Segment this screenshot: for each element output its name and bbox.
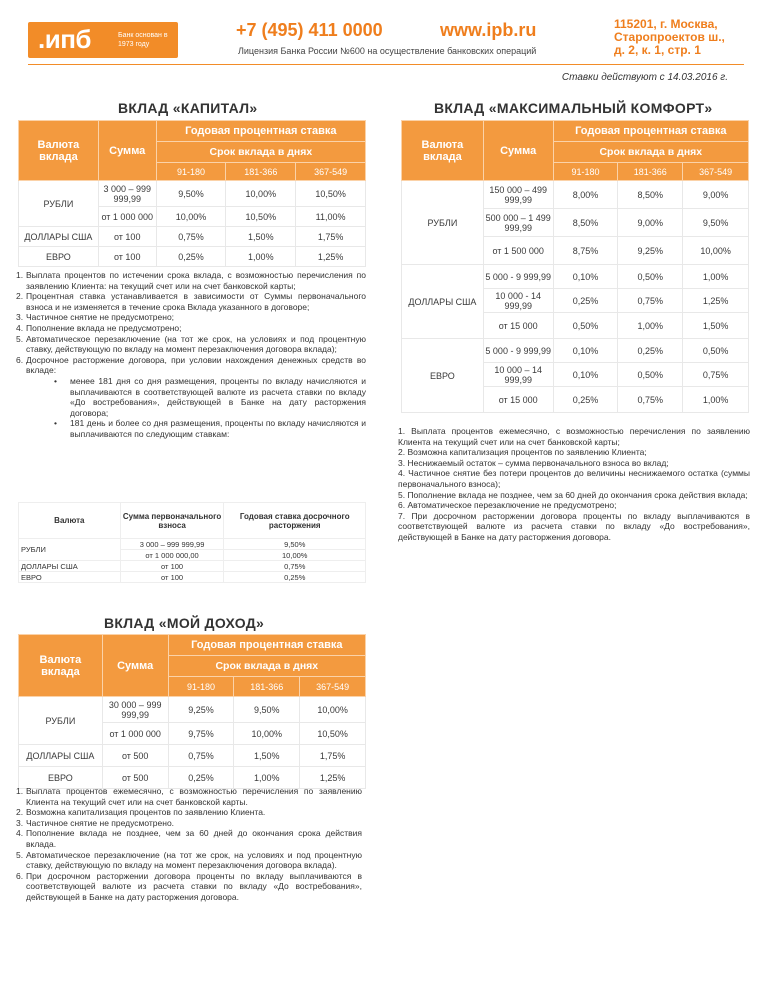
note-item: 5. Пополнение вклада не позднее, чем за 60 дней до окончания срока действия вклада; — [398, 489, 748, 500]
note-item: 6. Досрочное расторжение договора, при условии нахождения денежных средств во вкладе: — [16, 354, 366, 376]
rate-cell: 1,25% — [296, 247, 366, 267]
rate-cell: 11,00% — [296, 207, 366, 227]
rate-cell: 10,00% — [234, 723, 300, 745]
rate-cell: 10,00% — [224, 550, 366, 561]
income-rates-table — [18, 634, 366, 789]
sum-cell: от 1 500 000 — [483, 237, 553, 265]
note-item: 1. Выплата процентов ежемесячно, с возможностью перечисления по заявлению Клиента на текущий счет или на счет банковской карты; — [398, 426, 750, 447]
term-header: 367-549 — [296, 163, 366, 181]
rate-cell: 9,00% — [618, 209, 683, 237]
term-header: 181-366 — [234, 677, 300, 697]
header-currency: Валюта — [19, 503, 121, 539]
rate-cell: 9,50% — [234, 697, 300, 723]
rate-cell: 1,50% — [683, 313, 749, 339]
rate-cell: 9,75% — [168, 723, 234, 745]
header-rate: Годовая процентная ставка — [156, 121, 365, 142]
sum-cell: от 500 — [102, 767, 168, 789]
header-rate: Годовая ставка досрочного расторжения — [224, 503, 366, 539]
note-item: 4. Пополнение вклада не предусмотрено; — [16, 322, 182, 333]
currency-cell: РУБЛИ — [19, 539, 121, 561]
rate-cell: 0,75% — [618, 387, 683, 413]
phone-number[interactable]: +7 (495) 411 0000 — [236, 20, 383, 40]
comfort-rates-table — [401, 120, 749, 413]
term-header: 91-180 — [168, 677, 234, 697]
note-bullet: • менее 181 дня со дня размещения, проценты по вкладу начисляются и выплачиваются в соответствующей валюте из расчета ставки по вкладу «До востребования», действующей в Банке на дату расторжения договора; — [54, 375, 366, 418]
sum-cell: 500 000 – 1 499 999,99 — [483, 209, 553, 237]
rate-cell: 0,75% — [683, 363, 749, 387]
note-item: 4. Частичное снятие без потери процентов до величины неснижаемого остатка (суммы первоначального взноса); — [398, 468, 750, 489]
header-term: Срок вклада в днях — [553, 142, 748, 163]
currency-cell: ДОЛЛАРЫ США — [19, 561, 121, 572]
sum-cell: 10 000 - 14 999,99 — [483, 289, 553, 313]
rate-cell: 0,50% — [618, 363, 683, 387]
currency-cell: ДОЛЛАРЫ США — [19, 227, 99, 247]
rates-effective-date: Ставки действуют с 14.03.2016 г. — [561, 72, 728, 83]
logo-subtitle: Банк основан в 1973 году — [118, 32, 168, 48]
rate-cell: 8,50% — [553, 209, 618, 237]
currency-cell: ЕВРО — [19, 767, 103, 789]
term-header: 91-180 — [156, 163, 226, 181]
note-item: 6. При досрочном расторжении договора проценты по вкладу выплачиваются в соответствующей валюте из расчета ставки по вкладу «До востребования», действующей в Банке на дату расторжения договора. — [16, 870, 362, 902]
header-sum: Сумма первоначального взноса — [120, 503, 224, 539]
sum-cell: 3 000 – 999 999,99 — [120, 539, 224, 550]
header-rate: Годовая процентная ставка — [553, 121, 748, 142]
rate-cell: 10,00% — [683, 237, 749, 265]
rate-cell: 10,00% — [156, 207, 226, 227]
term-header: 91-180 — [553, 163, 618, 181]
note-bullet: • 181 день и более со дня размещения, проценты по вкладу начисляются и выплачиваются по следующим ставкам: — [54, 418, 366, 439]
term-header: 181-366 — [226, 163, 296, 181]
rate-cell: 0,75% — [168, 745, 234, 767]
rate-cell: 0,25% — [156, 247, 226, 267]
income-title: ВКЛАД «МОЙ ДОХОД» — [104, 615, 265, 631]
sum-cell: 10 000 – 14 999,99 — [483, 363, 553, 387]
note-item: 3. Неснижаемый остаток – сумма первоначального взноса во вклад; — [398, 457, 669, 468]
rate-cell: 1,25% — [683, 289, 749, 313]
header-rate: Годовая процентная ставка — [168, 635, 365, 656]
currency-cell: РУБЛИ — [402, 181, 484, 265]
rate-cell: 1,75% — [300, 745, 366, 767]
header-divider — [28, 64, 744, 65]
note-item: 3. Частичное снятие не предусмотрено; — [16, 312, 175, 323]
capital-title: ВКЛАД «КАПИТАЛ» — [118, 100, 258, 116]
sum-cell: 150 000 – 499 999,99 — [483, 181, 553, 209]
sum-cell: от 1 000 000,00 — [120, 550, 224, 561]
sum-cell: 5 000 - 9 999,99 — [483, 339, 553, 363]
sum-cell: от 100 — [120, 561, 224, 572]
rate-cell: 1,25% — [300, 767, 366, 789]
rate-cell: 10,00% — [300, 697, 366, 723]
sum-cell: от 100 — [98, 247, 156, 267]
header-currency: Валюта вклада — [19, 635, 103, 697]
term-header: 367-549 — [683, 163, 749, 181]
header-currency: Валюта вклада — [402, 121, 484, 181]
comfort-title: ВКЛАД «МАКСИМАЛЬНЫЙ КОМФОРТ» — [434, 100, 713, 116]
rate-cell: 0,25% — [168, 767, 234, 789]
logo-text: .ипб — [38, 24, 91, 54]
rate-cell: 9,00% — [683, 181, 749, 209]
capital-rates-table — [18, 120, 366, 267]
rate-cell: 1,00% — [683, 387, 749, 413]
sum-cell: от 100 — [98, 227, 156, 247]
sum-cell: 30 000 – 999 999,99 — [102, 697, 168, 723]
rate-cell: 0,75% — [156, 227, 226, 247]
currency-cell: РУБЛИ — [19, 697, 103, 745]
rate-cell: 10,00% — [226, 181, 296, 207]
rate-cell: 1,75% — [296, 227, 366, 247]
rate-cell: 0,25% — [224, 572, 366, 583]
note-item: 5. Автоматическое перезаключение (на тот же срок, на условиях и под процентную ставку, действующую по вкладу на момент перезаключения договора вклада). — [16, 849, 362, 871]
rate-cell: 10,50% — [300, 723, 366, 745]
sum-cell: от 1 000 000 — [102, 723, 168, 745]
note-item: 1. Выплата процентов ежемесячно, с возможностью перечисления по заявлению Клиента на текущий счет или на счет банковской карты. — [16, 786, 362, 807]
note-item: 2. Возможна капитализация процентов по заявлению Клиента; — [398, 447, 647, 458]
rate-cell: 1,50% — [226, 227, 296, 247]
header-sum: Сумма — [483, 121, 553, 181]
note-item: 2. Возможна капитализация процентов по заявлению Клиента. — [16, 807, 266, 818]
rate-cell: 9,50% — [224, 539, 366, 550]
rate-cell: 8,00% — [553, 181, 618, 209]
rate-cell: 1,00% — [618, 313, 683, 339]
currency-cell: ДОЛЛАРЫ США — [402, 265, 484, 339]
early-termination-table — [18, 502, 366, 583]
rate-cell: 8,75% — [553, 237, 618, 265]
rate-cell: 0,50% — [618, 265, 683, 289]
rate-cell: 0,75% — [224, 561, 366, 572]
header-term: Срок вклада в днях — [168, 656, 365, 677]
rate-cell: 0,50% — [683, 339, 749, 363]
rate-cell: 8,50% — [618, 181, 683, 209]
rate-cell: 0,25% — [618, 339, 683, 363]
rate-cell: 9,25% — [618, 237, 683, 265]
rate-cell: 9,25% — [168, 697, 234, 723]
note-item: 2. Процентная ставка устанавливается в зависимости от Суммы первоначального взноса и не изменяется в течение срока Вклада указанного в договоре; — [16, 291, 366, 312]
currency-cell: РУБЛИ — [19, 181, 99, 227]
sum-cell: 5 000 - 9 999,99 — [483, 265, 553, 289]
sum-cell: от 1 000 000 — [98, 207, 156, 227]
currency-cell: ЕВРО — [402, 339, 484, 413]
rate-cell: 9,50% — [156, 181, 226, 207]
website-link[interactable]: www.ipb.ru — [440, 20, 537, 40]
sum-cell: от 15 000 — [483, 313, 553, 339]
rate-cell: 10,50% — [296, 181, 366, 207]
term-header: 367-549 — [300, 677, 366, 697]
rate-cell: 0,10% — [553, 339, 618, 363]
income-notes — [16, 786, 362, 903]
rate-cell: 0,10% — [553, 265, 618, 289]
rate-cell: 9,50% — [683, 209, 749, 237]
sum-cell: от 100 — [120, 572, 224, 583]
bank-address: 115201, г. Москва, Старопроектов ш., д. 2, к. 1, стр. 1 — [614, 17, 725, 57]
currency-cell: ЕВРО — [19, 247, 99, 267]
header-sum: Сумма — [98, 121, 156, 181]
rate-cell: 10,50% — [226, 207, 296, 227]
license-text: Лицензия Банка России №600 на осуществление банковских операций — [238, 46, 537, 56]
header-sum: Сумма — [102, 635, 168, 697]
note-item: 7. При досрочном расторжении договора проценты по вкладу выплачиваются в соответствующей валюте из расчета ставки по вкладу «До востребования», действующей в Банке на дату расторжения договора. — [398, 510, 750, 542]
header-term: Срок вклада в днях — [156, 142, 365, 163]
term-header: 181-366 — [618, 163, 683, 181]
rate-cell: 0,75% — [618, 289, 683, 313]
note-item: 1. Выплата процентов по истечении срока вклада, с возможностью перечисления по заявлению Клиента: на текущий счет или на счет банковской карты; — [16, 270, 366, 291]
note-item: 6. Автоматическое перезаключение не предусмотрено; — [398, 500, 617, 511]
note-item: 4. Пополнение вклада не позднее, чем за 60 дней до окончания срока действия вклада. — [16, 828, 362, 849]
rate-cell: 1,00% — [226, 247, 296, 267]
currency-cell: ДОЛЛАРЫ США — [19, 745, 103, 767]
rate-cell: 0,10% — [553, 363, 618, 387]
sum-cell: от 500 — [102, 745, 168, 767]
comfort-notes — [398, 426, 750, 543]
rate-cell: 0,50% — [553, 313, 618, 339]
rate-cell: 1,00% — [234, 767, 300, 789]
header-currency: Валюта вклада — [19, 121, 99, 181]
rate-cell: 0,25% — [553, 289, 618, 313]
note-item: 3. Частичное снятие не предусмотрено. — [16, 817, 175, 828]
rate-cell: 1,50% — [234, 745, 300, 767]
currency-cell: ЕВРО — [19, 572, 121, 583]
note-item: 5. Автоматическое перезаключение (на тот же срок, на условиях и под процентную ставку, действующую по вкладу на момент перезаключения договора вклада); — [16, 333, 366, 355]
sum-cell: 3 000 – 999 999,99 — [98, 181, 156, 207]
sum-cell: от 15 000 — [483, 387, 553, 413]
capital-notes — [16, 270, 366, 440]
rate-cell: 0,25% — [553, 387, 618, 413]
bank-logo — [28, 22, 178, 58]
rate-cell: 1,00% — [683, 265, 749, 289]
